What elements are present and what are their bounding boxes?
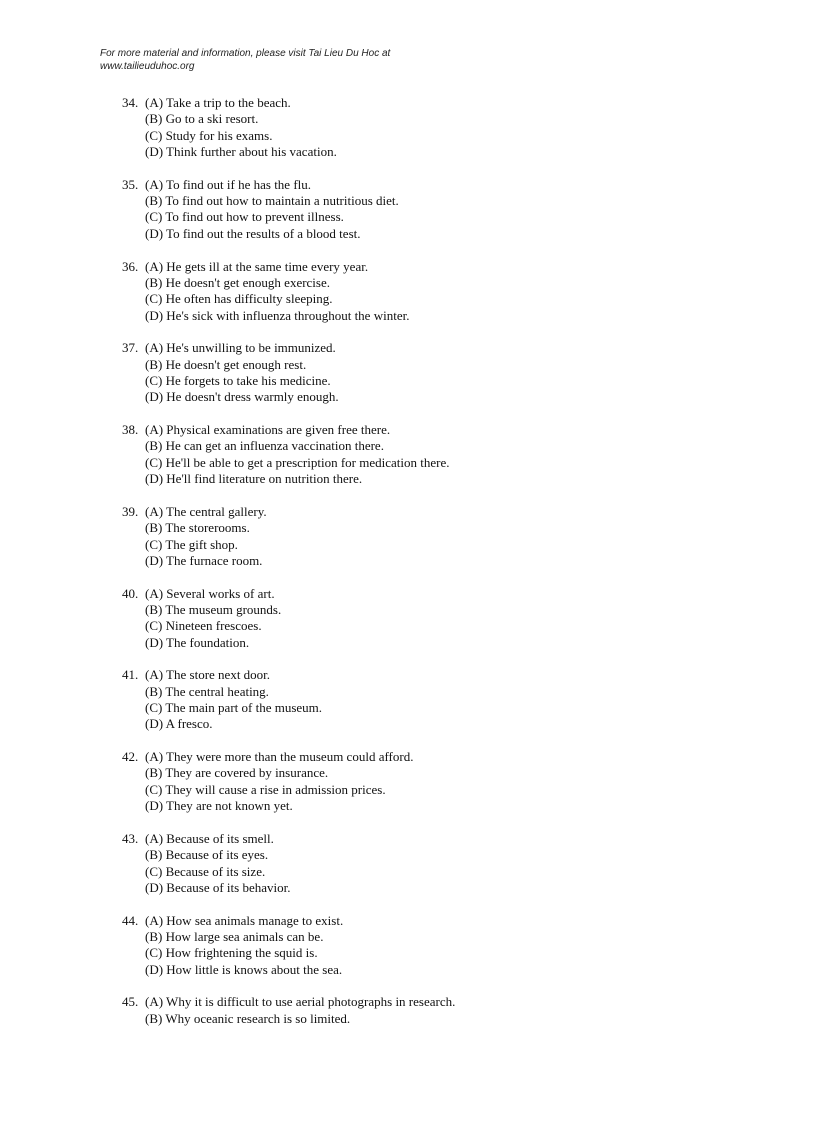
answer-option-text: (D) Because of its behavior. — [145, 879, 291, 895]
answer-option — [122, 667, 742, 683]
answer-option-text: (B) He doesn't get enough rest. — [145, 356, 307, 372]
header-website: www.tailieuduhoc.org — [100, 61, 195, 72]
answer-option-text: (B) How large sea animals can be. — [145, 929, 324, 944]
answer-option-text: (D) To find out the results of a blood test. — [145, 225, 361, 241]
answer-option-text: (B) The museum grounds. — [145, 601, 282, 617]
answer-option-text: (C) The gift shop. — [145, 536, 238, 552]
question-number: 45. — [122, 994, 139, 1010]
question-number: 35. — [122, 176, 139, 192]
question-item — [122, 504, 742, 569]
question-item — [122, 177, 742, 242]
answer-option-text: (C) Study for his exams. — [145, 127, 273, 143]
question-number: 34. — [122, 95, 139, 110]
answer-option-text: (C) Because of its size. — [145, 863, 266, 879]
question-item — [122, 422, 742, 487]
answer-option-text: (B) The storerooms. — [145, 520, 250, 536]
answer-option-text: (C) He'll be able to get a prescription for medication there. — [145, 454, 450, 470]
answer-option — [122, 1011, 742, 1027]
header-line-1: For more material and information, please visit Tai Lieu Du Hoc at — [100, 48, 391, 59]
question-item — [122, 340, 742, 405]
answer-option-text: (A) He gets ill at the same time every year. — [145, 258, 369, 274]
answer-option — [122, 700, 742, 716]
question-item — [122, 749, 742, 814]
question-item — [122, 95, 742, 160]
answer-option — [122, 259, 742, 275]
answer-option — [122, 438, 742, 454]
answer-option — [122, 586, 742, 602]
question-item — [122, 667, 742, 732]
answer-option-text: (A) To find out if he has the flu. — [145, 176, 312, 192]
answer-option — [122, 765, 742, 781]
question-item — [122, 994, 742, 1027]
question-number: 41. — [122, 667, 139, 683]
answer-option — [122, 177, 742, 193]
answer-option — [122, 95, 742, 111]
answer-option-text: (B) To find out how to maintain a nutritious diet. — [145, 193, 399, 209]
answer-option-text: (D) They are not known yet. — [145, 798, 293, 814]
answer-option-text: (A) The store next door. — [145, 667, 271, 683]
answer-option — [122, 847, 742, 863]
answer-option — [122, 471, 742, 487]
question-number: 36. — [122, 258, 139, 274]
answer-option-text: (C) Nineteen frescoes. — [145, 618, 262, 634]
answer-option — [122, 962, 742, 978]
answer-option-text: (D) The foundation. — [145, 634, 250, 650]
answer-option — [122, 798, 742, 814]
answer-option-text: (B) He can get an influenza vaccination there. — [145, 438, 384, 454]
question-number: 44. — [122, 912, 139, 928]
answer-option-text: (A) Physical examinations are given free there. — [145, 422, 391, 438]
question-item — [122, 259, 742, 324]
answer-option — [122, 945, 742, 961]
answer-option — [122, 913, 742, 929]
answer-option-text: (B) He doesn't get enough exercise. — [145, 274, 331, 290]
answer-option — [122, 749, 742, 765]
answer-option-text: (A) Because of its smell. — [145, 830, 274, 846]
answer-option — [122, 618, 742, 634]
question-number: 43. — [122, 830, 139, 846]
answer-option — [122, 389, 742, 405]
answer-option — [122, 929, 742, 945]
answer-option — [122, 111, 742, 127]
answer-option — [122, 716, 742, 732]
answer-option-text: (C) He often has difficulty sleeping. — [145, 291, 333, 307]
answer-option — [122, 880, 742, 896]
question-item — [122, 831, 742, 896]
answer-option-text: (B) They are covered by insurance. — [145, 765, 329, 781]
answer-option-text: (C) He forgets to take his medicine. — [145, 372, 331, 388]
question-number: 37. — [122, 340, 139, 356]
answer-option-text: (D) The furnace room. — [145, 552, 263, 568]
answer-option-text: (D) He doesn't dress warmly enough. — [145, 389, 339, 405]
answer-option — [122, 226, 742, 242]
answer-option — [122, 144, 742, 160]
answer-option — [122, 422, 742, 438]
question-number: 38. — [122, 422, 139, 438]
question-list — [122, 95, 742, 1044]
answer-option — [122, 308, 742, 324]
answer-option-text: (B) Because of its eyes. — [145, 847, 269, 863]
answer-option — [122, 602, 742, 618]
answer-option — [122, 831, 742, 847]
answer-option — [122, 373, 742, 389]
answer-option — [122, 340, 742, 356]
answer-option-text: (B) Why oceanic research is so limited. — [145, 1010, 351, 1026]
question-number: 40. — [122, 585, 139, 601]
answer-option — [122, 537, 742, 553]
answer-option — [122, 193, 742, 209]
page-header — [100, 47, 390, 73]
answer-option-text: (D) He'll find literature on nutrition there. — [145, 471, 363, 487]
answer-option-text: (A) Take a trip to the beach. — [145, 95, 291, 110]
answer-option-text: (D) A fresco. — [145, 716, 213, 732]
answer-option — [122, 684, 742, 700]
answer-option-text: (C) They will cause a rise in admission prices. — [145, 781, 386, 797]
question-number: 39. — [122, 503, 139, 519]
answer-option-text: (B) The central heating. — [145, 683, 269, 699]
answer-option-text: (C) How frightening the squid is. — [145, 945, 318, 961]
answer-option-text: (A) Several works of art. — [145, 585, 275, 601]
answer-option-text: (A) They were more than the museum could afford. — [145, 749, 414, 765]
answer-option — [122, 128, 742, 144]
answer-option-text: (A) He's unwilling to be immunized. — [145, 340, 336, 356]
answer-option-text: (B) Go to a ski resort. — [145, 111, 259, 127]
answer-option — [122, 275, 742, 291]
answer-option — [122, 520, 742, 536]
answer-option — [122, 994, 742, 1010]
question-number: 42. — [122, 749, 139, 765]
answer-option-text: (A) The central gallery. — [145, 503, 267, 519]
answer-option-text: (A) Why it is difficult to use aerial photographs in research. — [145, 994, 456, 1010]
answer-option — [122, 782, 742, 798]
answer-option-text: (D) How little is knows about the sea. — [145, 961, 343, 977]
answer-option — [122, 455, 742, 471]
answer-option — [122, 357, 742, 373]
answer-option-text: (D) Think further about his vacation. — [145, 144, 337, 160]
answer-option-text: (C) The main part of the museum. — [145, 700, 323, 716]
answer-option-text: (C) To find out how to prevent illness. — [145, 209, 344, 225]
question-item — [122, 913, 742, 978]
answer-option — [122, 209, 742, 225]
answer-option — [122, 635, 742, 651]
question-item — [122, 586, 742, 651]
answer-option — [122, 553, 742, 569]
answer-option — [122, 864, 742, 880]
answer-option — [122, 504, 742, 520]
answer-option — [122, 291, 742, 307]
answer-option-text: (D) He's sick with influenza throughout the winter. — [145, 307, 410, 323]
answer-option-text: (A) How sea animals manage to exist. — [145, 912, 344, 928]
